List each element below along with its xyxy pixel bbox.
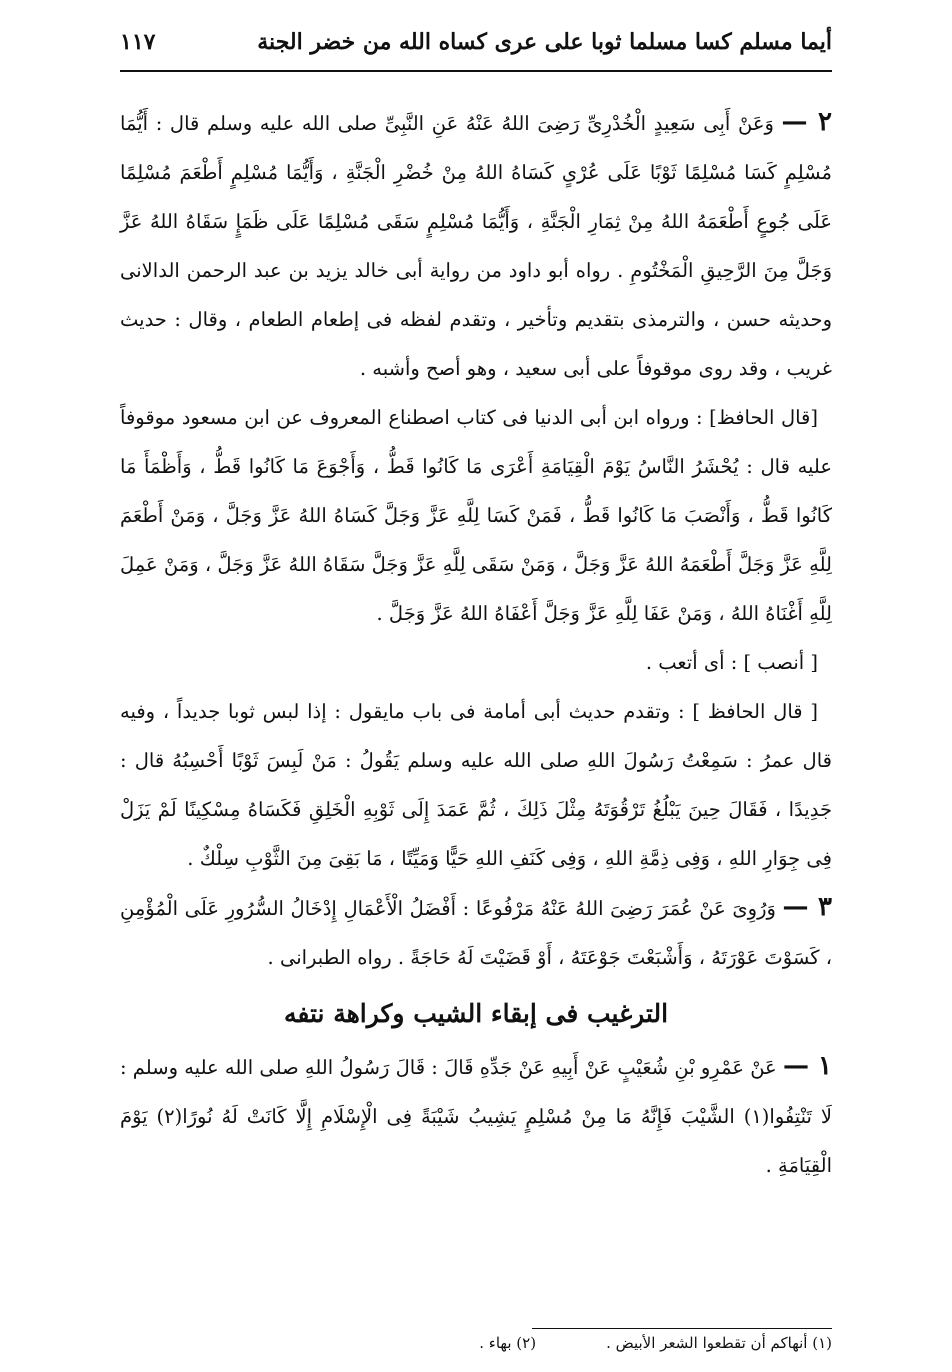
hadith-text: عَنْ عَمْرِو بْنِ شُعَيْبٍ عَنْ أَبِيهِ عَنْ جَدِّهِ قَالَ : قَالَ رَسُولُ اللهِ صلى الله عليه وسلم : لَا تَنْتِفُوا(١) الشَّيْبَ فَإِنَّهُ مَا مِنْ مُسْلِمٍ يَشِيبُ شَيْبَةً فِى الْإِسْلَامِ إِلَّا كَانَتْ لَهُ نُورًا(٢) يَوْمَ الْقِيَامَةِ . (120, 1056, 832, 1177)
page-number: ١١٧ (120, 29, 156, 55)
hadith-3 (120, 883, 832, 982)
commentary: [قال الحافظ] : ورواه ابن أبى الدنيا فى كتاب اصطناع المعروف عن ابن مسعود موقوفاً عليه قال : يُحْشَرُ النَّاسُ يَوْمَ الْقِيَامَةِ أَعْرَى مَا كَانُوا قَطُّ ، وَأَجْوَعَ مَا كَانُوا قَطُّ ، وَأَظْمَأَ مَا كَانُوا قَطُّ ، وَأَنْصَبَ مَا كَانُوا قَطُّ ، فَمَنْ كَسَا لِلَّهِ عَزَّ وَجَلَّ كَسَاهُ اللهُ عَزَّ وَجَلَّ ، وَمَنْ أَطْعَمَ لِلَّهِ عَزَّ وَجَلَّ أَطْعَمَهُ اللهُ عَزَّ وَجَلَّ ، وَمَنْ سَقَى لِلَّهِ عَزَّ وَجَلَّ سَقَاهُ اللهُ عَزَّ وَجَلَّ ، وَمَنْ عَمِلَ لِلَّهِ أَغْنَاهُ اللهُ ، وَمَنْ عَفَا لِلَّهِ عَزَّ وَجَلَّ أَعْفَاهُ اللهُ عَزَّ وَجَلَّ . (120, 406, 832, 625)
running-title: أيما مسلم كسا مسلما ثوبا على عرى كساه الله من خضر الجنة (257, 29, 832, 55)
gloss: [ أنصب ] : أى أتعب . (645, 651, 818, 674)
text-body (120, 98, 832, 1190)
header-rule (120, 70, 832, 72)
hadith-1 (120, 1042, 832, 1190)
footnotes (120, 1334, 832, 1352)
hadith-number: ٢ — (781, 107, 832, 137)
hadith-number: ١ — (782, 1051, 833, 1081)
commentary: [ قال الحافظ ] : وتقدم حديث أبى أمامة فى باب مايقول : إذا لبس ثوبا جديداً ، وفيه قال عمرُ : سَمِعْتُ رَسُولَ اللهِ صلى الله عليه وسلم يَقُولُ : مَنْ لَبِسَ ثَوْبًا أَحْسِبُهُ قال : جَدِيدًا ، فَقَالَ حِينَ يَبْلُغُ تَرْقُوَتَهُ مِثْلَ ذَلِكَ ، ثُمَّ عَمَدَ إِلَى ثَوْبِهِ الْخَلِقِ فَكَسَاهُ مِسْكِينًا لَمْ يَزَلْ فِى جِوَارِ اللهِ ، وَفِى ذِمَّةِ اللهِ ، وَفِى كَنَفِ اللهِ حَيًّا وَمَيِّتًا ، مَا بَقِىَ مِنَ الثَّوْبِ سِلْكٌ . (120, 700, 832, 870)
footnote-1: (١) أنهاكم أن تقطعوا الشعر الأبيض . (606, 1334, 832, 1352)
hadith-number: ٣ — (782, 892, 832, 922)
section-title: الترغيب فى إبقاء الشيب وكراهة نتفه (283, 999, 669, 1028)
footnote-rule (532, 1328, 832, 1329)
page-header (120, 22, 832, 62)
hadith-text: وَعَنْ أَبِى سَعِيدٍ الْخُدْرِىِّ رَضِىَ اللهُ عَنْهُ عَنِ النَّبِىِّ صلى الله عليه وسلم قال : أَيُّمَا مُسْلِمٍ كَسَا مُسْلِمًا ثَوْبًا عَلَى عُرْىٍ كَسَاهُ اللهُ مِنْ خُضْرِ الْجَنَّةِ ، وَأَيُّمَا مُسْلِمٍ أَطْعَمَ مُسْلِمًا عَلَى جُوعٍ أَطْعَمَهُ اللهُ مِنْ ثِمَارِ الْجَنَّةِ ، وَأَيُّمَا مُسْلِمٍ سَقَى مُسْلِمًا عَلَى ظَمَإٍ سَقَاهُ اللهُ عَزَّ وَجَلَّ مِنَ الرَّحِيقِ الْمَخْتُومِ . رواه أبو داود من رواية أبى خالد يزيد بن عبد الرحمن الدالانى وحديثه حسن ، والترمذى بتقديم وتأخير ، وتقدم لفظه فى إطعام الطعام ، وقال : حديث غريب ، وقد روى موقوفاً على أبى سعيد ، وهو أصح وأشبه . (120, 112, 832, 380)
hadith-2 (120, 98, 832, 393)
hadith-text: وَرُوِىَ عَنْ عُمَرَ رَضِىَ اللهُ عَنْهُ مَرْفُوعًا : أَفْضَلُ الْأَعْمَالِ إِدْخَالُ السُّرُورِ عَلَى الْمُؤْمِنِ ، كَسَوْتَ عَوْرَتَهُ ، وَأَشْبَعْتَ جَوْعَتَهُ ، أَوْ قَضَيْتَ لَهُ حَاجَةً . رواه الطبرانى . (120, 897, 832, 969)
footnote-2: (٢) بهاء . (479, 1334, 537, 1352)
